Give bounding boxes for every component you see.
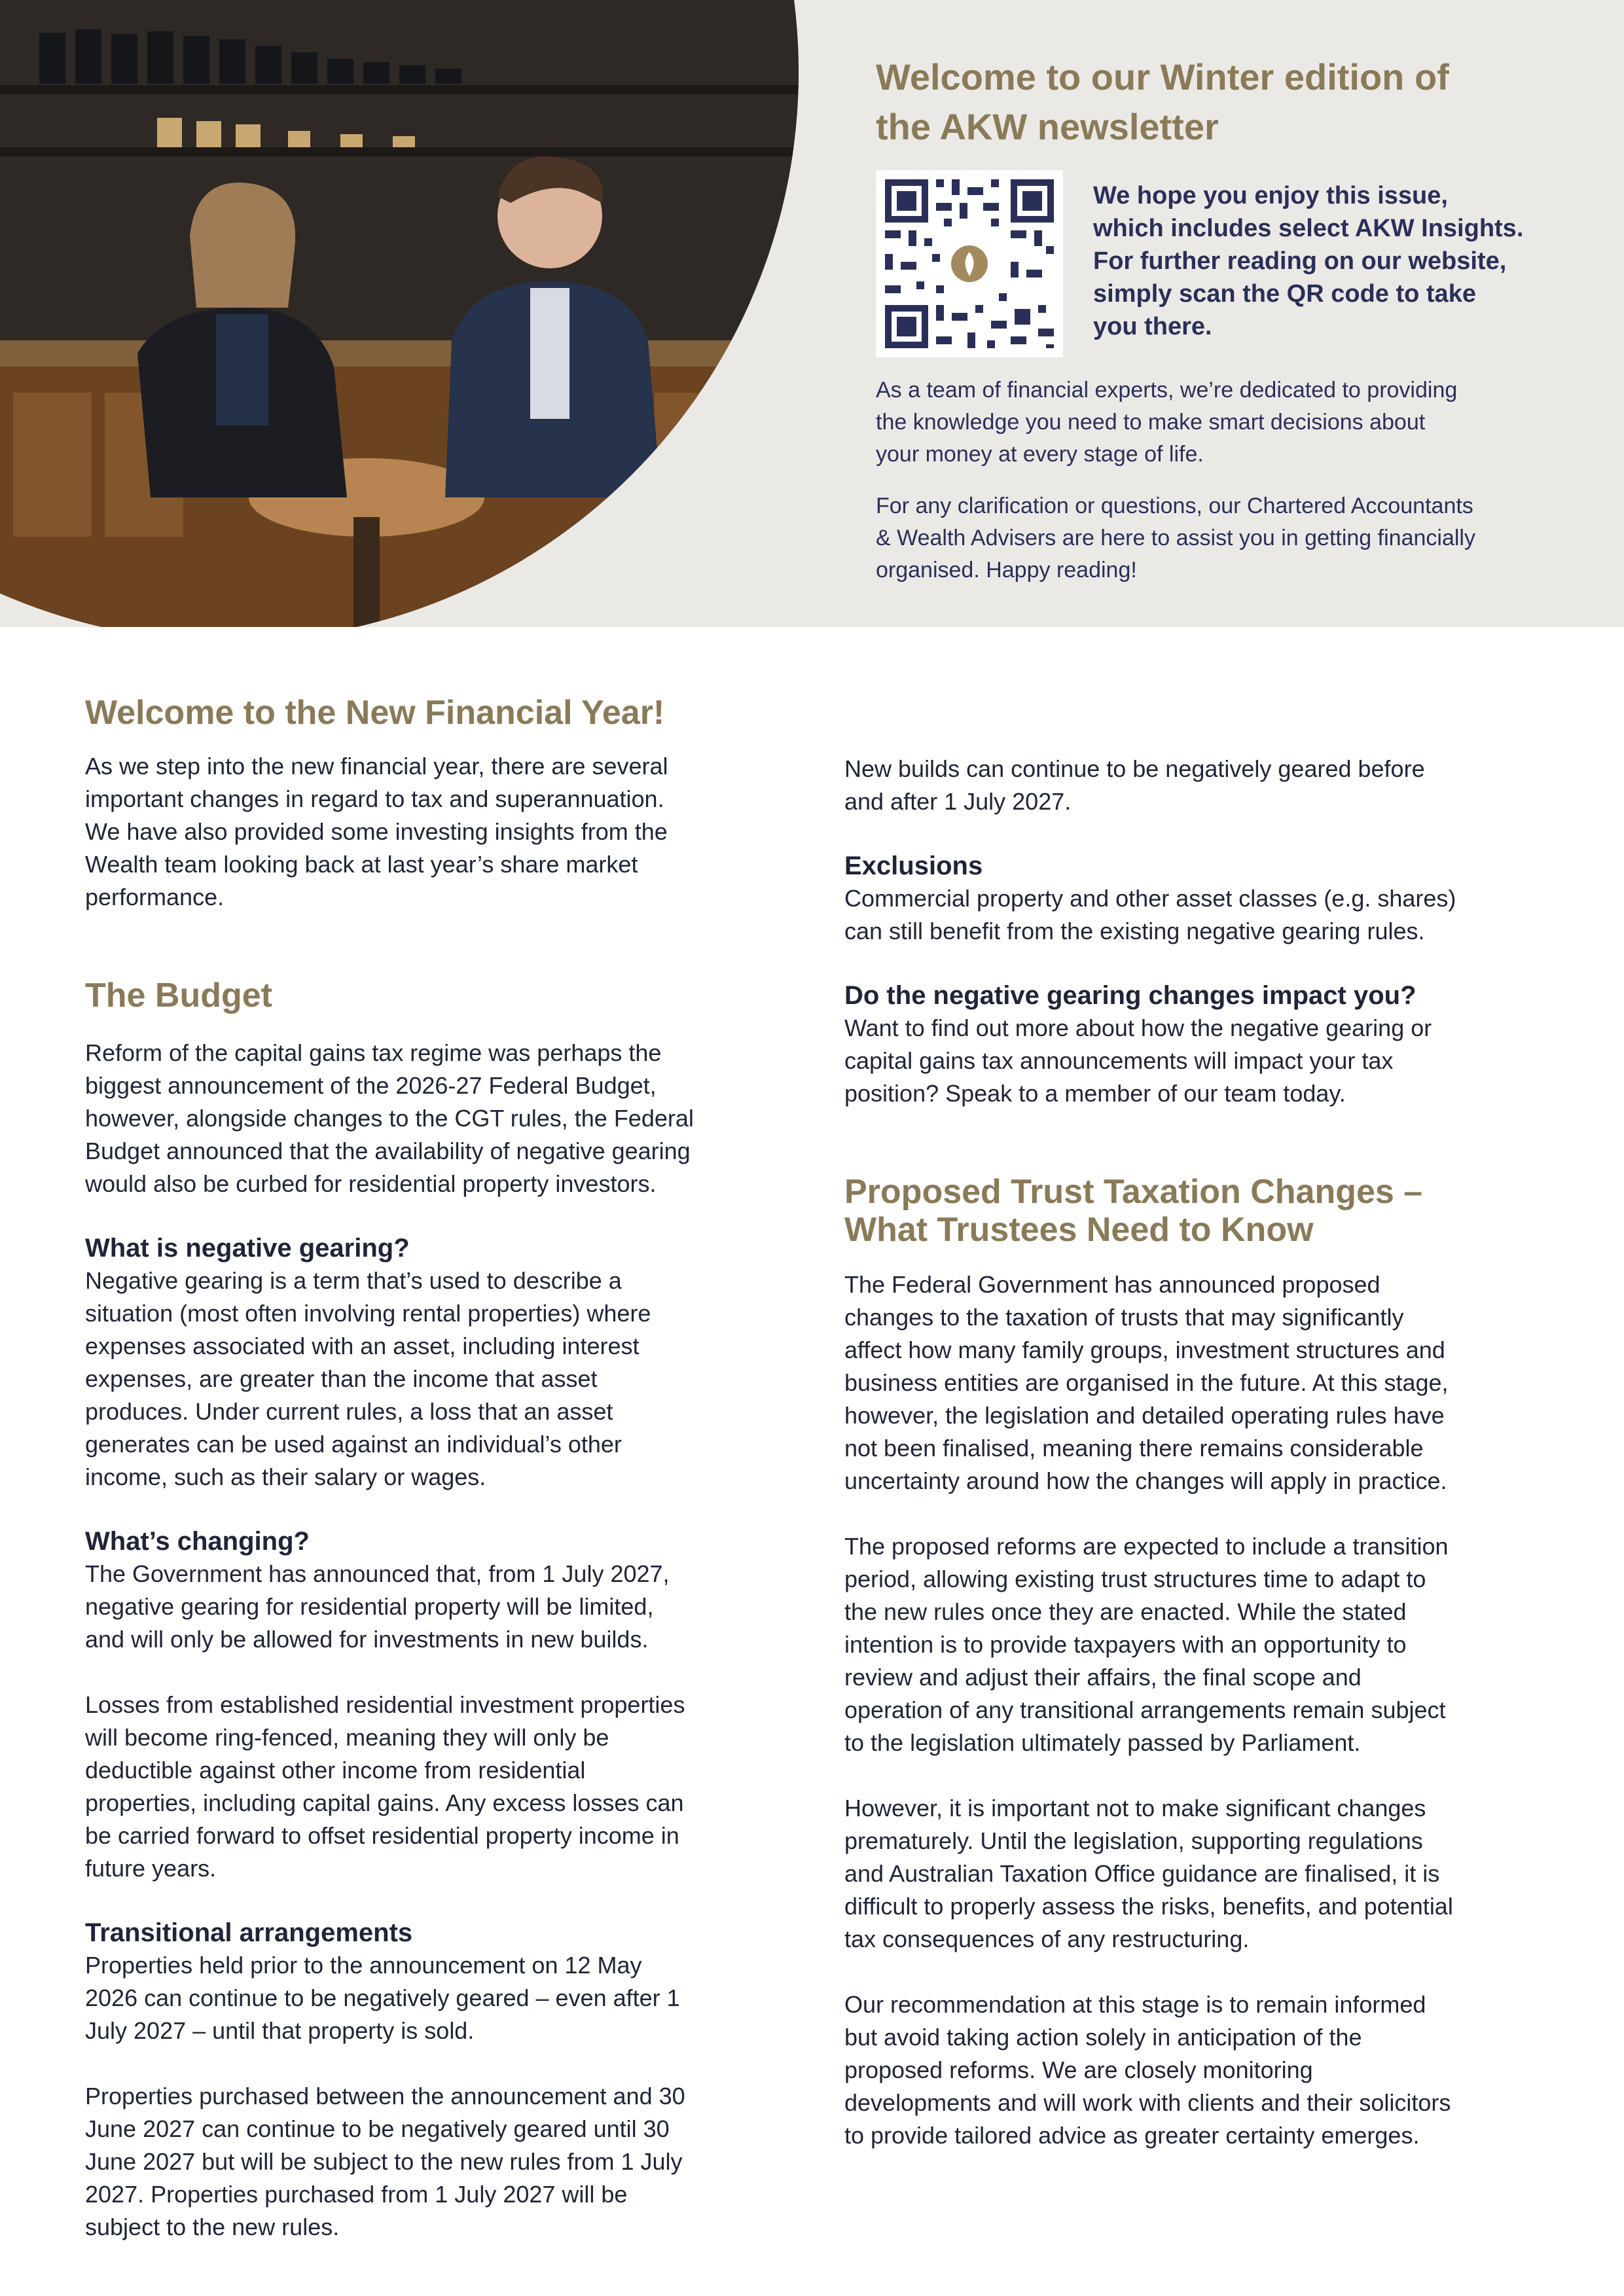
subheading: Do the negative gearing changes impact you? — [844, 981, 1416, 1010]
hero-text-block — [876, 52, 1570, 586]
text-line: developments and will work with clients and their solicitors — [844, 2089, 1451, 2116]
text-line: Budget announced that the availability of negative gearing — [85, 1138, 691, 1164]
qr-intro-text — [1093, 179, 1571, 343]
text-line: capital gains tax announcements will impact your tax — [844, 1047, 1394, 1074]
negative-gearing-paragraph — [85, 1265, 792, 1494]
text-line: the knowledge you need to make smart decisions about — [876, 410, 1426, 435]
text-line: For further reading on our website, — [1093, 247, 1507, 275]
exclusions-paragraph — [844, 882, 1551, 948]
text-line: would also be curbed for residential property investors. — [85, 1170, 657, 1197]
text-line: income, such as their salary or wages. — [85, 1463, 486, 1490]
text-line: biggest announcement of the 2026-27 Federal Budget, — [85, 1072, 657, 1099]
text-line: but avoid taking action solely in anticipation of the — [844, 2024, 1362, 2051]
subheading: Exclusions — [844, 852, 983, 880]
text-line: properties, including capital gains. Any excess losses can — [85, 1789, 684, 1816]
text-line: June 2027 but will be subject to the new rules from 1 July — [85, 2148, 683, 2175]
hero-photo — [0, 0, 799, 627]
trust-paragraph — [844, 1530, 1551, 1759]
hero-paragraph — [876, 374, 1570, 471]
text-line: generates can be used against an individual’s other — [85, 1431, 622, 1458]
text-line: organised. Happy reading! — [876, 558, 1137, 583]
text-line: future years. — [85, 1855, 217, 1882]
text-line: however, alongside changes to the CGT rules, the Federal — [85, 1105, 694, 1132]
text-line: however, the legislation and detailed operating rules have — [844, 1402, 1445, 1429]
title-line: the AKW newsletter — [876, 106, 1219, 147]
impact-paragraph — [844, 1012, 1551, 1110]
text-line: to the legislation ultimately passed by Parliament. — [844, 1729, 1361, 1756]
text-line: and will only be allowed for investments in new builds. — [85, 1626, 649, 1653]
text-line: you there. — [1093, 313, 1212, 340]
text-line: The Federal Government has announced proposed — [844, 1271, 1380, 1298]
text-line: and Australian Taxation Office guidance are finalised, it is — [844, 1860, 1440, 1887]
text-line: uncertainty around how the changes will apply in practice. — [844, 1467, 1447, 1494]
text-line: Our recommendation at this stage is to remain informed — [844, 1991, 1426, 2018]
text-line: expenses, are greater than the income that asset — [85, 1365, 598, 1392]
text-line: prematurely. Until the legislation, supporting regulations — [844, 1827, 1423, 1854]
text-line: As a team of financial experts, we’re dedicated to providing — [876, 378, 1458, 403]
text-line: Want to find out more about how the negative gearing or — [844, 1014, 1432, 1041]
text-line: important changes in regard to tax and superannuation. — [85, 785, 664, 812]
text-line: your money at every stage of life. — [876, 442, 1204, 467]
text-line: be carried forward to offset residential property income in — [85, 1822, 679, 1849]
trust-paragraph — [844, 1792, 1551, 1956]
hero-paragraph — [876, 490, 1570, 586]
trust-paragraph — [844, 1268, 1551, 1498]
text-line: New builds can continue to be negatively geared before — [844, 755, 1425, 782]
text-line: We hope you enjoy this issue, — [1093, 182, 1448, 209]
text-line: which includes select AKW Insights. — [1093, 215, 1524, 242]
text-line: business entities are organised in the future. At this stage, — [844, 1369, 1449, 1396]
text-line: produces. Under current rules, a loss that an asset — [85, 1398, 613, 1425]
text-line: position? Speak to a member of our team today. — [844, 1080, 1346, 1107]
text-line: & Wealth Advisers are here to assist you in getting financially — [876, 526, 1475, 550]
text-line: deductible against other income from residential — [85, 1757, 586, 1784]
text-line: Negative gearing is a term that’s used to describe a — [85, 1267, 622, 1294]
intro-paragraph — [85, 750, 792, 914]
changing-paragraph — [85, 1558, 792, 1656]
text-line: period, allowing existing trust structures time to adapt to — [844, 1566, 1426, 1592]
text-line: performance. — [85, 884, 225, 910]
text-line: We have also provided some investing insights from the — [85, 818, 668, 845]
newsletter-title — [876, 52, 1570, 152]
text-line: simply scan the QR code to take — [1093, 280, 1476, 308]
text-line: negative gearing for residential property will be limited, — [85, 1593, 654, 1620]
text-line: Losses from established residential investment properties — [85, 1691, 685, 1718]
text-line: review and adjust their affairs, the final scope and — [844, 1664, 1362, 1691]
qr-row — [876, 170, 1570, 360]
text-line: can still benefit from the existing negative gearing rules. — [844, 918, 1425, 944]
text-line: the new rules once they are enacted. While the stated — [844, 1598, 1407, 1625]
subheading: What’s changing? — [85, 1527, 310, 1556]
section-heading: The Budget — [85, 977, 272, 1014]
text-line: Commercial property and other asset classes (e.g. shares) — [844, 885, 1456, 912]
text-line: subject to the new rules. — [85, 2214, 340, 2240]
text-line: difficult to properly assess the risks, benefits, and potential — [844, 1893, 1453, 1920]
qr-code[interactable] — [876, 170, 1063, 357]
text-line: Properties purchased between the announcement and 30 — [85, 2083, 685, 2109]
text-line: Properties held prior to the announcement on 12 May — [85, 1952, 642, 1979]
text-line: situation (most often involving rental properties) where — [85, 1300, 651, 1327]
hero-banner — [0, 0, 1624, 627]
heading-line: What Trustees Need to Know — [844, 1211, 1314, 1249]
text-line: tax consequences of any restructuring. — [844, 1926, 1250, 1952]
text-line: to provide tailored advice as greater certainty emerges. — [844, 2122, 1420, 2149]
text-line: affect how many family groups, investment structures and — [844, 1336, 1445, 1363]
text-line: will become ring-fenced, meaning they will only be — [85, 1724, 609, 1751]
budget-paragraph — [85, 1037, 792, 1200]
text-line: proposed reforms. We are closely monitoring — [844, 2056, 1313, 2083]
losses-paragraph — [85, 1689, 792, 1885]
text-line: and after 1 July 2027. — [844, 788, 1072, 815]
text-line: Reform of the capital gains tax regime was perhaps the — [85, 1039, 662, 1066]
text-line: July 2027 – until that property is sold. — [85, 2017, 475, 2044]
new-builds-paragraph — [844, 753, 1551, 818]
title-line: Welcome to our Winter edition of — [876, 56, 1449, 98]
section-heading: Welcome to the New Financial Year! — [85, 694, 665, 732]
trust-paragraph — [844, 1988, 1551, 2152]
section-heading — [844, 1173, 1551, 1249]
text-line: The Government has announced that, from 1 July 2027, — [85, 1560, 670, 1587]
left-column — [85, 694, 792, 2244]
text-line: not been finalised, meaning there remains considerable — [844, 1435, 1424, 1462]
text-line: However, it is important not to make significant changes — [844, 1795, 1426, 1821]
text-line: intention is to provide taxpayers with an opportunity to — [844, 1631, 1407, 1658]
subheading: What is negative gearing? — [85, 1234, 410, 1263]
text-line: June 2027 can continue to be negatively geared until 30 — [85, 2115, 670, 2142]
text-line: Wealth team looking back at last year’s share market — [85, 851, 638, 878]
right-column — [844, 753, 1551, 2152]
text-line: changes to the taxation of trusts that may significantly — [844, 1304, 1404, 1331]
purchased-paragraph — [85, 2080, 792, 2244]
text-line: expenses associated with an asset, including interest — [85, 1333, 640, 1359]
text-line: 2026 can continue to be negatively geared – even after 1 — [85, 1984, 680, 2011]
text-line: operation of any transitional arrangements remain subject — [844, 1696, 1446, 1723]
text-line: As we step into the new financial year, there are several — [85, 753, 668, 780]
text-line: 2027. Properties purchased from 1 July 2027 will be — [85, 2181, 628, 2208]
heading-line: Proposed Trust Taxation Changes – — [844, 1173, 1423, 1211]
text-line: The proposed reforms are expected to include a transition — [844, 1533, 1449, 1560]
transitional-paragraph — [85, 1949, 792, 2047]
subheading: Transitional arrangements — [85, 1918, 413, 1947]
text-line: For any clarification or questions, our Chartered Accountants — [876, 493, 1473, 518]
